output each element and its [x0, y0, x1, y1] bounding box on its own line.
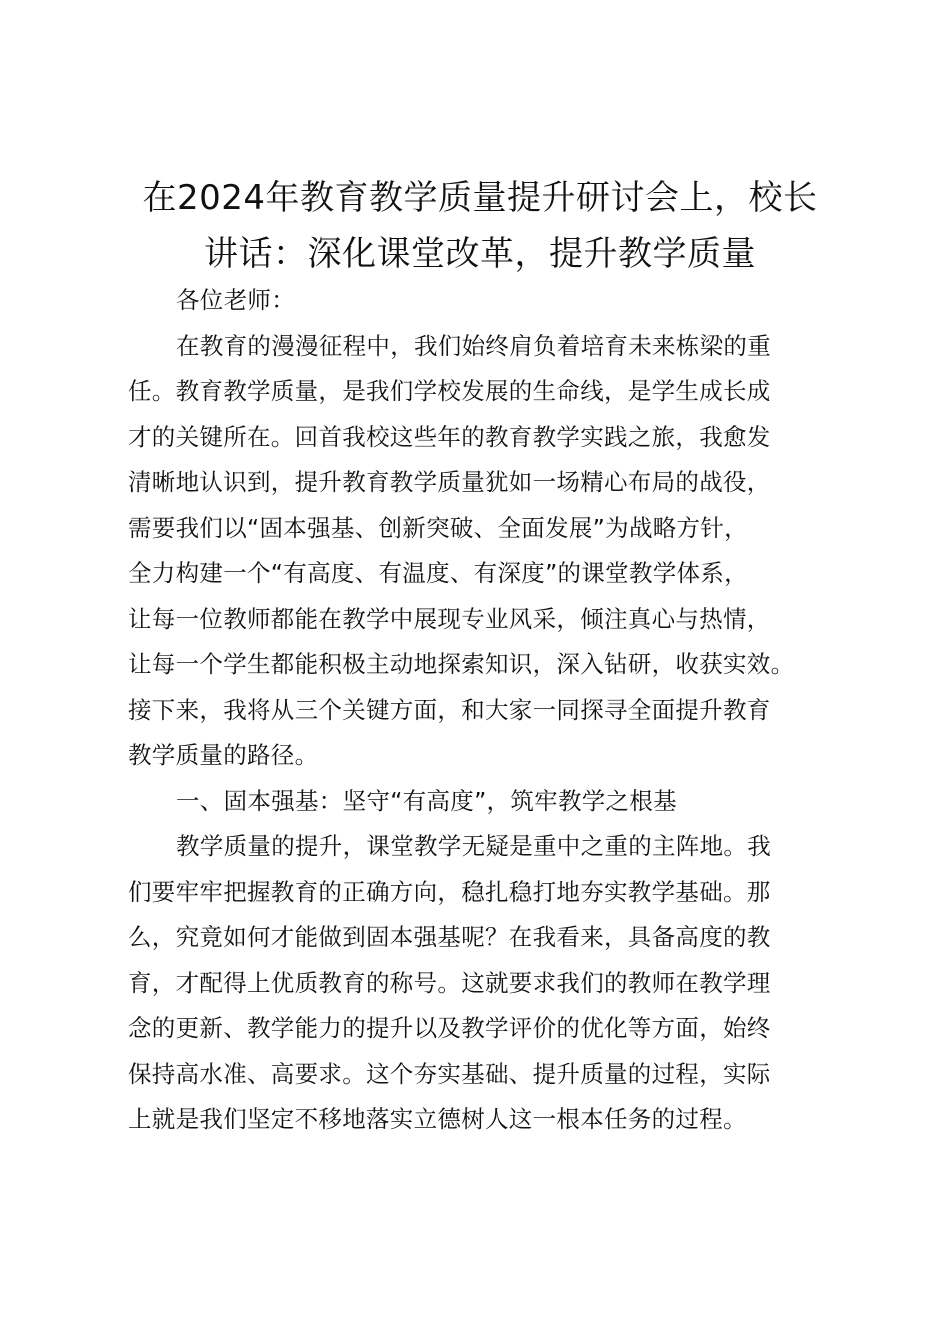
title-line: 讲话：深化课堂改革，提升教学质量: [204, 234, 756, 274]
paragraph-line: 在教育的漫漫征程中，我们始终肩负着培育未来栋梁的重: [176, 331, 771, 360]
paragraph-line: 们要牢牢把握教育的正确方向，稳扎稳打地夯实教学基础。那: [128, 877, 771, 906]
paragraph-line: 教学质量的提升，课堂教学无疑是重中之重的主阵地。我: [176, 832, 771, 860]
paragraph-line: 任。教育教学质量，是我们学校发展的生命线，是学生成长成: [128, 377, 771, 405]
paragraph-line: 保持高水准、高要求。这个夯实基础、提升质量的过程，实际: [128, 1059, 771, 1088]
paragraph-line: 上就是我们坚定不移地落实立德树人这一根本任务的过程。: [128, 1105, 747, 1133]
paragraph-line: 全力构建一个“有高度、有温度、有深度”的课堂教学体系，: [128, 559, 748, 587]
paragraph-line: 清晰地认识到，提升教育教学质量犹如一场精心布局的战役，: [128, 468, 771, 496]
paragraph-line: 念的更新、教学能力的提升以及教学评价的优化等方面，始终: [128, 1014, 771, 1042]
paragraph-line: 教学质量的路径。: [128, 741, 319, 769]
title-line: 在2024年教育教学质量提升研讨会上，校长: [142, 178, 818, 218]
document-title: [100, 170, 860, 282]
paragraph-line: 需要我们以“固本强基、创新突破、全面发展”为战略方针，: [128, 513, 748, 542]
document-body: [128, 278, 848, 1143]
paragraph-line: 么，究竟如何才能做到固本强基呢？在我看来，具备高度的教: [128, 923, 771, 951]
paragraph-line: 让每一个学生都能积极主动地探索知识，深入钻研，收获实效。: [128, 650, 795, 678]
paragraph-line: 让每一位教师都能在教学中展现专业风采，倾注真心与热情，: [128, 604, 771, 633]
paragraph-line: 才的关键所在。回首我校这些年的教育教学实践之旅，我愈发: [128, 422, 771, 451]
paragraph-line: 育，才配得上优质教育的称号。这就要求我们的教师在教学理: [128, 968, 771, 997]
section-heading: 一、固本强基：坚守“有高度”，筑牢教学之根基: [176, 786, 677, 815]
paragraph-line: 接下来，我将从三个关键方面，和大家一同探寻全面提升教育: [128, 695, 771, 724]
salutation: 各位老师：: [176, 286, 295, 314]
